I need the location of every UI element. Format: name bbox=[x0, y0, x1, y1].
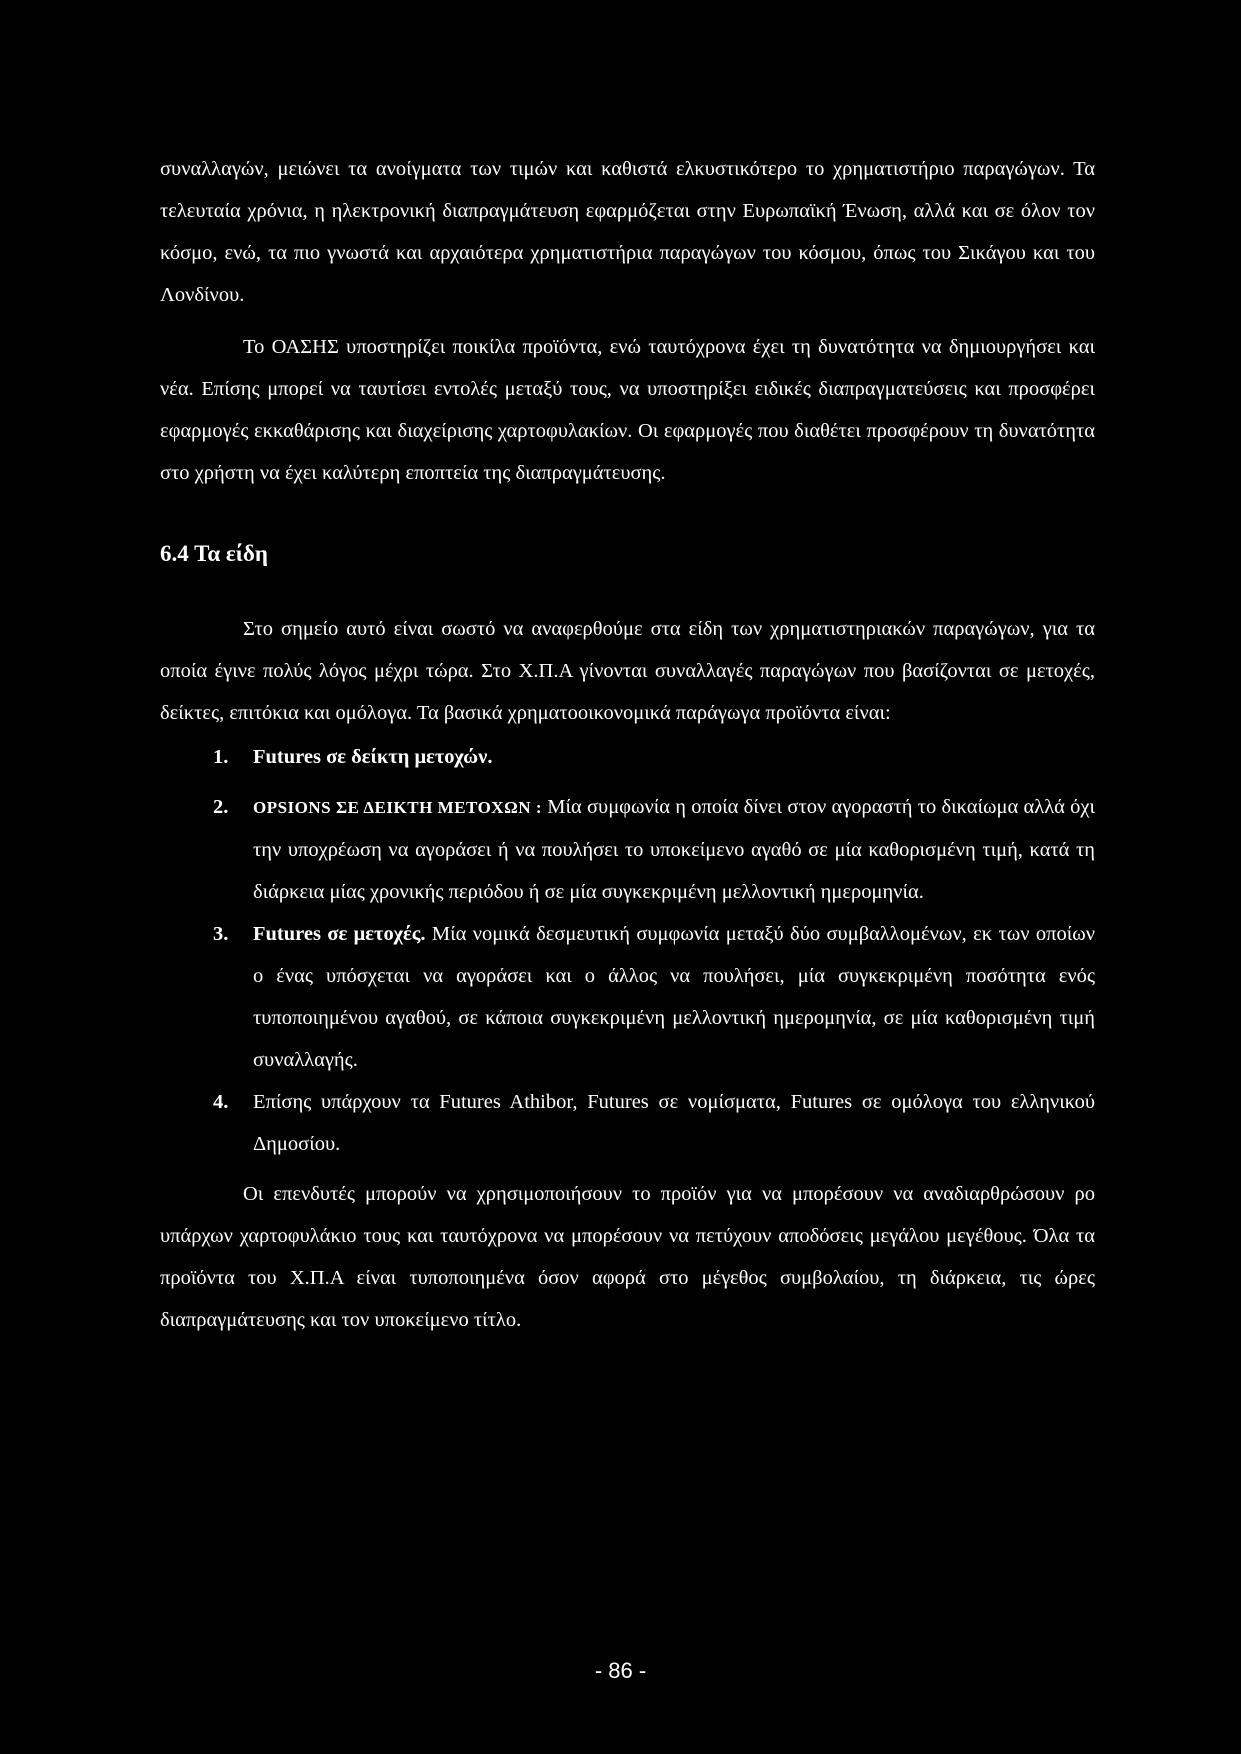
paragraph-investors: Οι επενδυτές μπορούν να χρησιμοποιήσουν το προϊόν για να μπορέσουν να αναδιαρθρώσουν ρο υπάρχων χαρτοφυλάκιο τους και ταυτόχρονα να μπορέσουν να πετύχουν αποδόσεις μεγάλου μεγέθους. Όλα τα προϊόντα του Χ.Π.Α είναι τυποποιημένα όσον αφορά στο μέγεθος συμβολαίου, τη διάρκεια, τις ώρες διαπραγμάτευσης και τον υποκείμενο τίτλο. bbox=[160, 1183, 1095, 1331]
list-item-number: 1. bbox=[213, 746, 229, 768]
list-item bbox=[160, 786, 1095, 913]
list-item-text: Επίσης υπάρχουν τα Futures Athibor, Futures σε νομίσματα, Futures σε ομόλογα του ελληνικού Δημοσίου. bbox=[253, 1091, 1095, 1155]
list-item bbox=[160, 1081, 1095, 1165]
list-item bbox=[160, 913, 1095, 1081]
paragraph-types-intro: Στο σημείο αυτό είναι σωστό να αναφερθούμε στα είδη των χρηματιστηριακών παραγώγων, για τα οποία έγινε πολύς λόγος μέχρι τώρα. Στο Χ.Π.Α γίνονται συναλλαγές παραγώγων που βασίζονται σε μετοχές, δείκτες, επιτόκια και ομόλογα. Τα βασικά χρηματοοικονομικά παράγωγα προϊόντα είναι: bbox=[160, 618, 1095, 724]
derivatives-list bbox=[160, 736, 1095, 1165]
list-item-number: 4. bbox=[213, 1091, 229, 1113]
list-item-text: Μία συμφωνία η οποία δίνει στον αγοραστή το δικαίωμα αλλά όχι την υποχρέωση να αγοράσει ή να πουλήσει το υποκείμενο αγαθό σε μία καθορισμένη τιμή, κατά τη διάρκεια μίας χρονικής περιόδου ή σε μία συγκεκριμένη μελλοντική ημερομηνία. bbox=[253, 796, 1096, 903]
list-item-number: 2. bbox=[213, 796, 229, 818]
list-item-number: 3. bbox=[213, 923, 229, 945]
paragraph-oasis: Το ΟΑΣΗΣ υποστηρίζει ποικίλα προϊόντα, ενώ ταυτόχρονα έχει τη δυνατότητα να δημιουργήσει και νέα. Επίσης μπορεί να ταυτίσει εντολές μεταξύ τους, να υποστηρίξει ειδικές διαπραγματεύσεις και προσφέρει εφαρμογές εκκαθάρισης και διαχείρισης χαρτοφυλακίων. Οι εφαρμογές που διαθέτει προσφέρουν τη δυνατότητα στο χρήστη να έχει καλύτερη εποπτεία της διαπραγμάτευσης. bbox=[160, 336, 1095, 484]
list-item-text: Μία νομικά δεσμευτική συμφωνία μεταξύ δύο συμβαλλομένων, εκ των οποίων ο ένας υπόσχεται να αγοράσει και ο άλλος να πουλήσει, μία συγκεκριμένη ποσότητα ενός τυποποιημένου αγαθού, σε κάποια συγκεκριμένη μελλοντική ημερομηνία, σε μία καθορισμένη τιμή συναλλαγής. bbox=[253, 923, 1095, 1071]
list-item-title: OPSIONS ΣΕ ΔΕΙΚΤΗ ΜΕΤΟΧΩΝ : bbox=[253, 798, 543, 817]
page-number: - 86 - bbox=[594, 1658, 647, 1683]
page-body bbox=[160, 148, 1095, 1341]
section-heading: 6.4 Τα είδη bbox=[160, 541, 268, 566]
list-item-title: Futures σε μετοχές. bbox=[253, 923, 426, 945]
list-item-title: Futures σε δείκτη μετοχών. bbox=[253, 746, 493, 768]
list-item bbox=[160, 736, 1095, 778]
paragraph-intro: συναλλαγών, μειώνει τα ανοίγματα των τιμών και καθιστά ελκυστικότερο το χρηματιστήριο παραγώγων. Τα τελευταία χρόνια, η ηλεκτρονική διαπραγμάτευση εφαρμόζεται στην Ευρωπαϊκή Ένωση, αλλά και σε όλον τον κόσμο, ενώ, τα πιο γνωστά και αρχαιότερα χρηματιστήρια παραγώγων του κόσμου, όπως του Σικάγου και του Λονδίνου. bbox=[160, 158, 1095, 306]
